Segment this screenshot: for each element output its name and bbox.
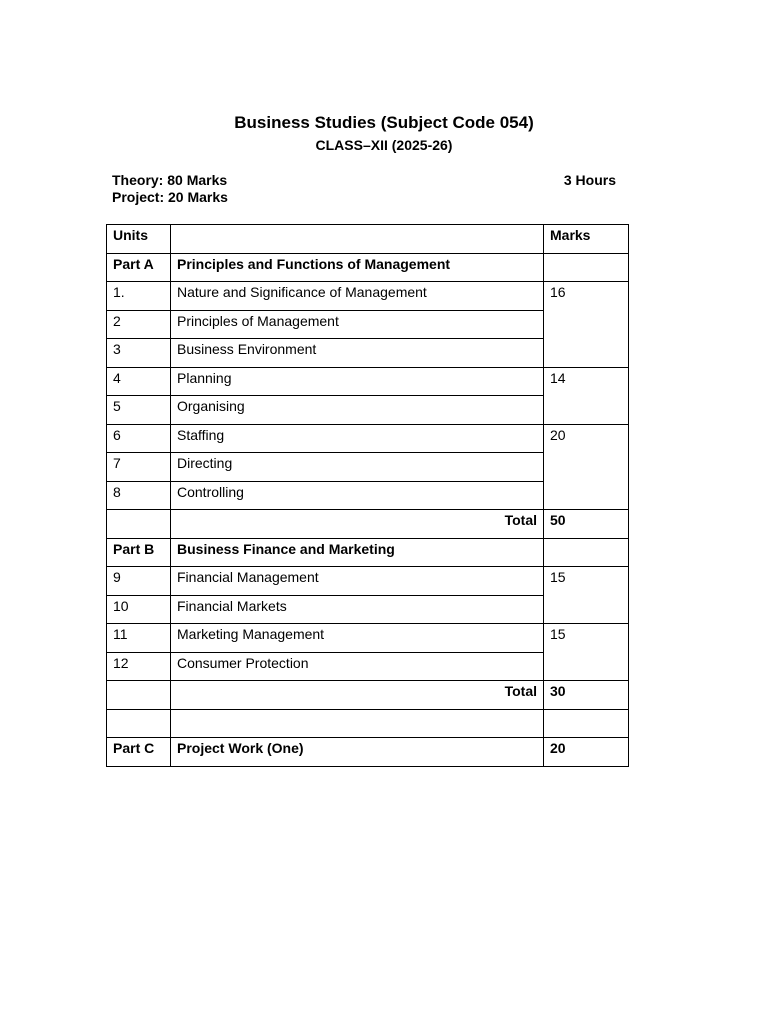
unit-number: 7 — [107, 453, 171, 482]
unit-name: Consumer Protection — [171, 652, 544, 681]
unit-marks-empty — [544, 396, 629, 425]
unit-name: Marketing Management — [171, 624, 544, 653]
part-c-marks: 20 — [544, 738, 629, 767]
unit-marks-empty — [544, 595, 629, 624]
table-header-row — [107, 225, 629, 254]
unit-number: 1. — [107, 282, 171, 311]
unit-name: Controlling — [171, 481, 544, 510]
unit-marks: 15 — [544, 567, 629, 596]
unit-name: Principles of Management — [171, 310, 544, 339]
theory-marks: Theory: 80 Marks — [112, 172, 228, 188]
unit-number: 3 — [107, 339, 171, 368]
unit-number: 5 — [107, 396, 171, 425]
part-a-marks-cell — [544, 253, 629, 282]
table-row — [107, 652, 629, 681]
table-row — [107, 453, 629, 482]
part-c-label: Part C — [107, 738, 171, 767]
total-a-row — [107, 510, 629, 539]
part-b-title: Business Finance and Marketing — [171, 538, 544, 567]
table-row — [107, 595, 629, 624]
unit-marks-empty — [544, 652, 629, 681]
empty-cell — [107, 510, 171, 539]
empty-cell — [544, 709, 629, 738]
table-row — [107, 567, 629, 596]
part-b-label: Part B — [107, 538, 171, 567]
total-a-marks: 50 — [544, 510, 629, 539]
unit-marks-empty — [544, 310, 629, 339]
part-c-row — [107, 738, 629, 767]
unit-marks: 16 — [544, 282, 629, 311]
unit-name: Nature and Significance of Management — [171, 282, 544, 311]
empty-cell — [171, 709, 544, 738]
total-label: Total — [171, 510, 544, 539]
unit-name: Financial Markets — [171, 595, 544, 624]
table-row — [107, 339, 629, 368]
unit-number: 2 — [107, 310, 171, 339]
part-b-marks-cell — [544, 538, 629, 567]
unit-name: Business Environment — [171, 339, 544, 368]
marks-header: Marks — [544, 225, 629, 254]
syllabus-table — [106, 224, 629, 767]
unit-marks: 14 — [544, 367, 629, 396]
unit-name: Organising — [171, 396, 544, 425]
document-title: Business Studies (Subject Code 054) — [234, 113, 534, 132]
total-b-marks: 30 — [544, 681, 629, 710]
table-row — [107, 624, 629, 653]
exam-duration: 3 Hours — [563, 172, 616, 188]
empty-cell — [107, 681, 171, 710]
unit-marks: 15 — [544, 624, 629, 653]
empty-cell — [107, 709, 171, 738]
unit-number: 10 — [107, 595, 171, 624]
unit-number: 8 — [107, 481, 171, 510]
table-row — [107, 481, 629, 510]
unit-number: 6 — [107, 424, 171, 453]
unit-marks-empty — [544, 339, 629, 368]
table-row — [107, 282, 629, 311]
total-b-row — [107, 681, 629, 710]
unit-name: Financial Management — [171, 567, 544, 596]
spacer-row — [107, 709, 629, 738]
part-a-row — [107, 253, 629, 282]
unit-marks: 20 — [544, 424, 629, 453]
units-header: Units — [107, 225, 171, 254]
unit-marks-empty — [544, 453, 629, 482]
unit-number: 12 — [107, 652, 171, 681]
project-marks: Project: 20 Marks — [112, 189, 228, 205]
table-row — [107, 310, 629, 339]
total-label: Total — [171, 681, 544, 710]
part-b-row — [107, 538, 629, 567]
class-subtitle: CLASS–XII (2025-26) — [315, 137, 453, 153]
table-row — [107, 367, 629, 396]
table-row — [107, 396, 629, 425]
unit-marks-empty — [544, 481, 629, 510]
part-a-title: Principles and Functions of Management — [171, 253, 544, 282]
unit-name: Planning — [171, 367, 544, 396]
unit-number: 9 — [107, 567, 171, 596]
unit-number: 11 — [107, 624, 171, 653]
empty-header-cell — [171, 225, 544, 254]
part-c-title: Project Work (One) — [171, 738, 544, 767]
unit-name: Directing — [171, 453, 544, 482]
unit-number: 4 — [107, 367, 171, 396]
table-row — [107, 424, 629, 453]
part-a-label: Part A — [107, 253, 171, 282]
unit-name: Staffing — [171, 424, 544, 453]
